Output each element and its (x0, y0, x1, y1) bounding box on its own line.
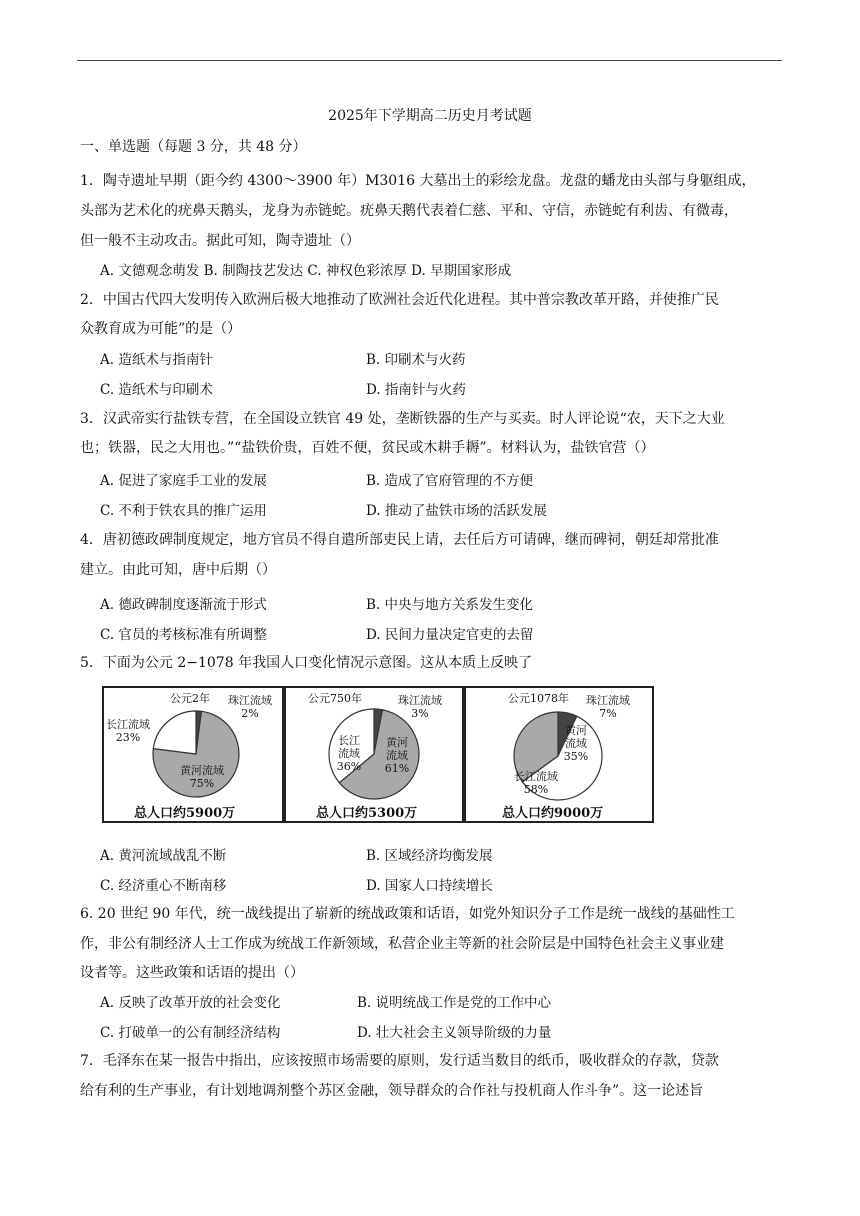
pie-2ad-title: 公元2年 (170, 692, 210, 705)
exam-title: 2025年下学期高二历史月考试题 (328, 108, 532, 124)
q5-option-a: A. 黄河流域战乱不断 (100, 848, 227, 864)
q3-option-b: B. 造成了官府管理的不方便 (366, 473, 534, 489)
q5-stem-line1: 5．下面为公元 2−1078 年我国人口变化情况示意图。这从本质上反映了 (80, 655, 533, 671)
q4-option-d: D. 民间力量决定官吏的去留 (366, 627, 534, 643)
q6-option-a: A. 反映了改革开放的社会变化 (100, 995, 281, 1011)
pie-slice-长江流域 (153, 711, 196, 754)
q5-option-c: C. 经济重心不断南移 (100, 878, 227, 894)
q4-option-b: B. 中央与地方关系发生变化 (366, 597, 534, 613)
pie-panel-1078ad (464, 686, 654, 823)
q5-option-b: B. 区域经济均衡发展 (366, 848, 493, 864)
q2-option-c: C. 造纸术与印刷术 (100, 382, 213, 398)
q6-option-b: B. 说明统战工作是党的工作中心 (357, 995, 552, 1011)
q7-stem-line2: 给有利的生产事业，有计划地调剂整个苏区金融，领导群众的合作社与投机商人作斗争”。这一论述旨 (80, 1083, 704, 1099)
pie-panel-2ad (102, 686, 284, 823)
q1-stem-line2: 头部为艺术化的疣鼻天鹅头，龙身为赤链蛇。疣鼻天鹅代表着仁慈、平和、守信，赤链蛇有利齿、有微毒， (80, 203, 738, 219)
pie-2ad-label-changjiang: 长江流域 23% (106, 718, 150, 744)
pie-2ad-total: 总人口约5900万 (134, 806, 236, 821)
q2-option-b: B. 印刷术与火药 (366, 352, 466, 368)
q7-stem-line1: 7．毛泽东在某一报告中指出，应该按照市场需要的原则，发行适当数目的纸币，吸收群众的存款，贷款 (80, 1053, 719, 1069)
q3-stem-line2: 也；铁器，民之大用也。”“盐铁价贵，百姓不便，贫民或木耕手耨”。材料认为，盐铁官营（） (80, 440, 655, 456)
q3-stem-line1: 3．汉武帝实行盐铁专营，在全国设立铁官 49 处，垄断铁器的生产与买卖。时人评论说“农，天下之大业 (80, 411, 725, 427)
q6-stem-line3: 设者等。这些政策和话语的提出（） (80, 965, 304, 981)
q6-stem-line2: 作，非公有制经济人士工作成为统战工作新领域，私营企业主等新的社会阶层是中国特色社会主义事业建 (80, 936, 724, 952)
q6-option-d: D. 壮大社会主义领导阶级的力量 (357, 1025, 552, 1041)
q3-option-c: C. 不利于铁农具的推广运用 (100, 503, 267, 519)
pie-1078ad-label-changjiang: 长江流域 58% (514, 770, 558, 796)
pie-1078ad-label-zhujiang: 珠江流域 7% (586, 694, 630, 720)
pie-1078ad-title: 公元1078年 (508, 692, 569, 705)
pie-750ad-label-huanghe: 黄河流域 61% (384, 736, 410, 775)
pie-750ad-label-zhujiang: 珠江流域 3% (398, 694, 442, 720)
q2-option-a: A. 造纸术与指南针 (100, 352, 213, 368)
q1-options: A. 文德观念萌发 B. 制陶技艺发达 C. 神权色彩浓厚 D. 早期国家形成 (100, 263, 512, 279)
pie-2ad-label-zhujiang: 珠江流域 2% (228, 694, 272, 720)
q1-stem-line3: 但一般不主动攻击。据此可知，陶寺遗址（） (80, 233, 360, 249)
q4-option-a: A. 德政碑制度逐渐流于形式 (100, 597, 267, 613)
q4-option-c: C. 官员的考核标准有所调整 (100, 627, 267, 643)
pie-panel-750ad (284, 686, 464, 823)
q4-stem-line2: 建立。由此可知，唐中后期（） (80, 562, 276, 578)
q1-stem-line1: 1．陶寺遗址早期（距今约 4300～3900 年）M3016 大墓出土的彩绘龙盘。龙盘的蟠龙由头部与身躯组成， (80, 173, 756, 189)
pie-1078ad-total: 总人口约9000万 (502, 806, 604, 821)
population-pie-charts (102, 686, 654, 823)
pie-1078ad-label-huanghe: 黄河流域 35% (563, 724, 589, 763)
q3-option-d: D. 推动了盐铁市场的活跃发展 (366, 503, 547, 519)
q6-option-c: C. 打破单一的公有制经济结构 (100, 1025, 281, 1041)
pie-750ad-label-changjiang: 长江流域 36% (336, 734, 362, 773)
q4-stem-line1: 4．唐初德政碑制度规定，地方官员不得自遣所部吏民上请，去任后方可请碑，继而碑祠，朝廷却常批准 (80, 532, 719, 548)
pie-750ad-total: 总人口约5300万 (316, 806, 418, 821)
q3-option-a: A. 促进了家庭手工业的发展 (100, 473, 267, 489)
q5-option-d: D. 国家人口持续增长 (366, 878, 493, 894)
q2-stem-line1: 2．中国古代四大发明传入欧洲后极大地推动了欧洲社会近代化进程。其中普宗教改革开路，并使推广民 (80, 292, 719, 308)
section-heading: 一、单选题（每题 3 分，共 48 分） (80, 139, 307, 155)
q2-stem-line2: 众教育成为可能”的是（） (80, 321, 242, 337)
q6-stem-line1: 6. 20 世纪 90 年代，统一战线提出了崭新的统战政策和话语，如党外知识分子工作是统一战线的基础性工 (80, 906, 735, 922)
pie-750ad-title: 公元750年 (308, 692, 362, 705)
pie-2ad-label-huanghe: 黄河流域 75% (180, 764, 224, 790)
header-rule (77, 60, 782, 61)
q2-option-d: D. 指南针与火药 (366, 382, 466, 398)
